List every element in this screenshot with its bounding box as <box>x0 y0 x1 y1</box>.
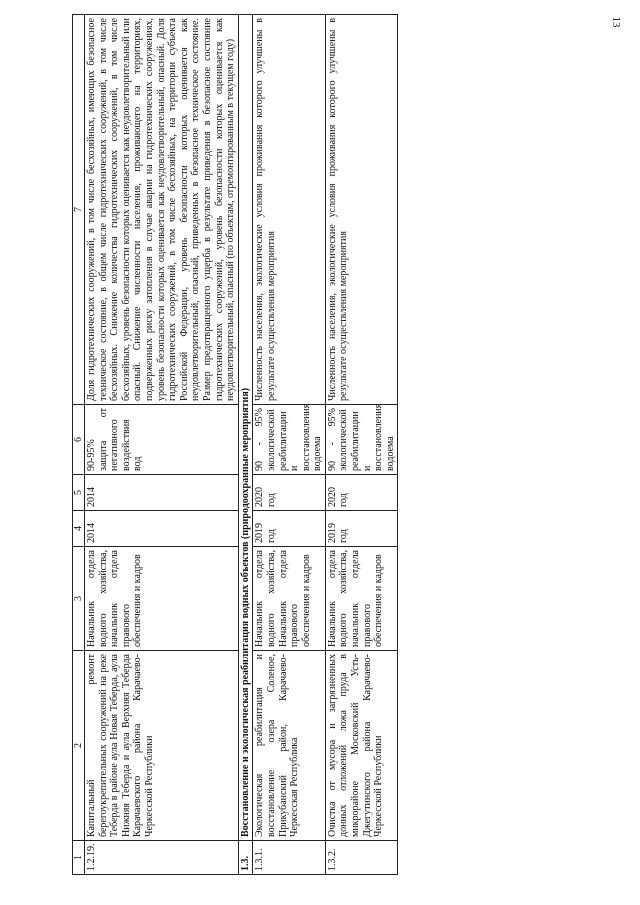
column-number: 5 <box>73 475 85 511</box>
start-year: 2014 <box>85 511 239 547</box>
table-row <box>85 15 239 875</box>
measures-table <box>72 14 398 875</box>
page-number: 13 <box>610 16 622 28</box>
indicators: Численность населения, экологические условия проживания которого улучшены в результате осуществления мероприятия <box>253 15 326 405</box>
table-row <box>325 15 398 875</box>
start-year: 2019 год <box>253 511 326 547</box>
end-year: 2020 год <box>253 475 326 511</box>
measure-name: Капитальный ремонт берегоукрепительных сооружений на реке Теберда в районе аула Новая Теберда, аула Нижняя Теберда и аула Верхняя Теберда Карачаевского района Карачаево-Черкесской Республики <box>85 651 239 841</box>
expected-result: 90 - 95% экологической реабилитации и восстановления водоема <box>325 405 398 475</box>
section-title: Восстановление и экологическая реабилитация водных объектов (природоохранные мероприятия) <box>238 15 253 841</box>
column-number: 3 <box>73 547 85 651</box>
responsible: Начальник отдела водного хозяйства, начальник отдела правового обеспечения и кадров <box>325 547 398 651</box>
row-number: 1.2.19. <box>85 841 239 875</box>
column-number: 6 <box>73 405 85 475</box>
column-number-row <box>73 15 85 875</box>
column-number: 2 <box>73 651 85 841</box>
end-year: 2014 <box>85 475 239 511</box>
expected-result: 90-95% защита от негативного воздействия вод <box>85 405 239 475</box>
responsible: Начальник отдела водного хозяйства, Начальник отдела правового обеспечения и кадров <box>253 547 326 651</box>
start-year: 2019 год <box>325 511 398 547</box>
end-year: 2020 год <box>325 475 398 511</box>
rotated-table-container <box>72 15 548 875</box>
indicators: Численность населения, экологические условия проживания которого улучшены в результате осуществления мероприятия <box>325 15 398 405</box>
column-number: 1 <box>73 841 85 875</box>
expected-result: 90 - 95% экологической реабилитации и восстановления водоема <box>253 405 326 475</box>
column-number: 7 <box>73 15 85 405</box>
measure-name: Очистка от мусора и загрязненных донных отложений ложа пруда в микрорайоне Московский Усть-Джегутинского района Карачаево-Черкесской Республики <box>325 651 398 841</box>
row-number: 1.3.2. <box>325 841 398 875</box>
indicators: Доля гидротехнических сооружений, в том числе бесхозяйных, имеющих безопасное техническое состояние, в общем числе гидротехнических сооружений, в том числе бесхозяйных. Снижение количества гидротехнических сооружений, в том числе бесхозяйных, уровень безопасности которых оценивается как неудовлетворительный или опасный. Снижение численности населения, проживающего на территориях, подверженных риску затопления в случае аварии на гидротехнических сооружениях, уровень безопасности которых оценивается как неудовлетворительный, опасный. Доля гидротехнических сооружений, в том числе бесхозяйных, на территории субъекта Российской Федерации, уровень безопасности которых оценивается как неудовлетворительный, опасный, приведенных в безопасное техническое состояние. Размер предотвращенного ущерба в результате приведения в безопасное состояние гидротехнических сооружений, уровень безопасности которых оценивается как неудовлетворительный, опасный (по объектам, отремонтированным в текущем году) <box>85 15 239 405</box>
column-number: 4 <box>73 511 85 547</box>
section-row <box>238 15 253 875</box>
section-number: 1.3. <box>238 841 253 875</box>
row-number: 1.3.1. <box>253 841 326 875</box>
responsible: Начальник отдела водного хозяйства, начальник отдела правового обеспечения и кадров <box>85 547 239 651</box>
table-row <box>253 15 326 875</box>
measure-name: Экологическая реабилитация и восстановление озера Соленое, Прикубанский район, Карачаево-Черкесская Республика <box>253 651 326 841</box>
